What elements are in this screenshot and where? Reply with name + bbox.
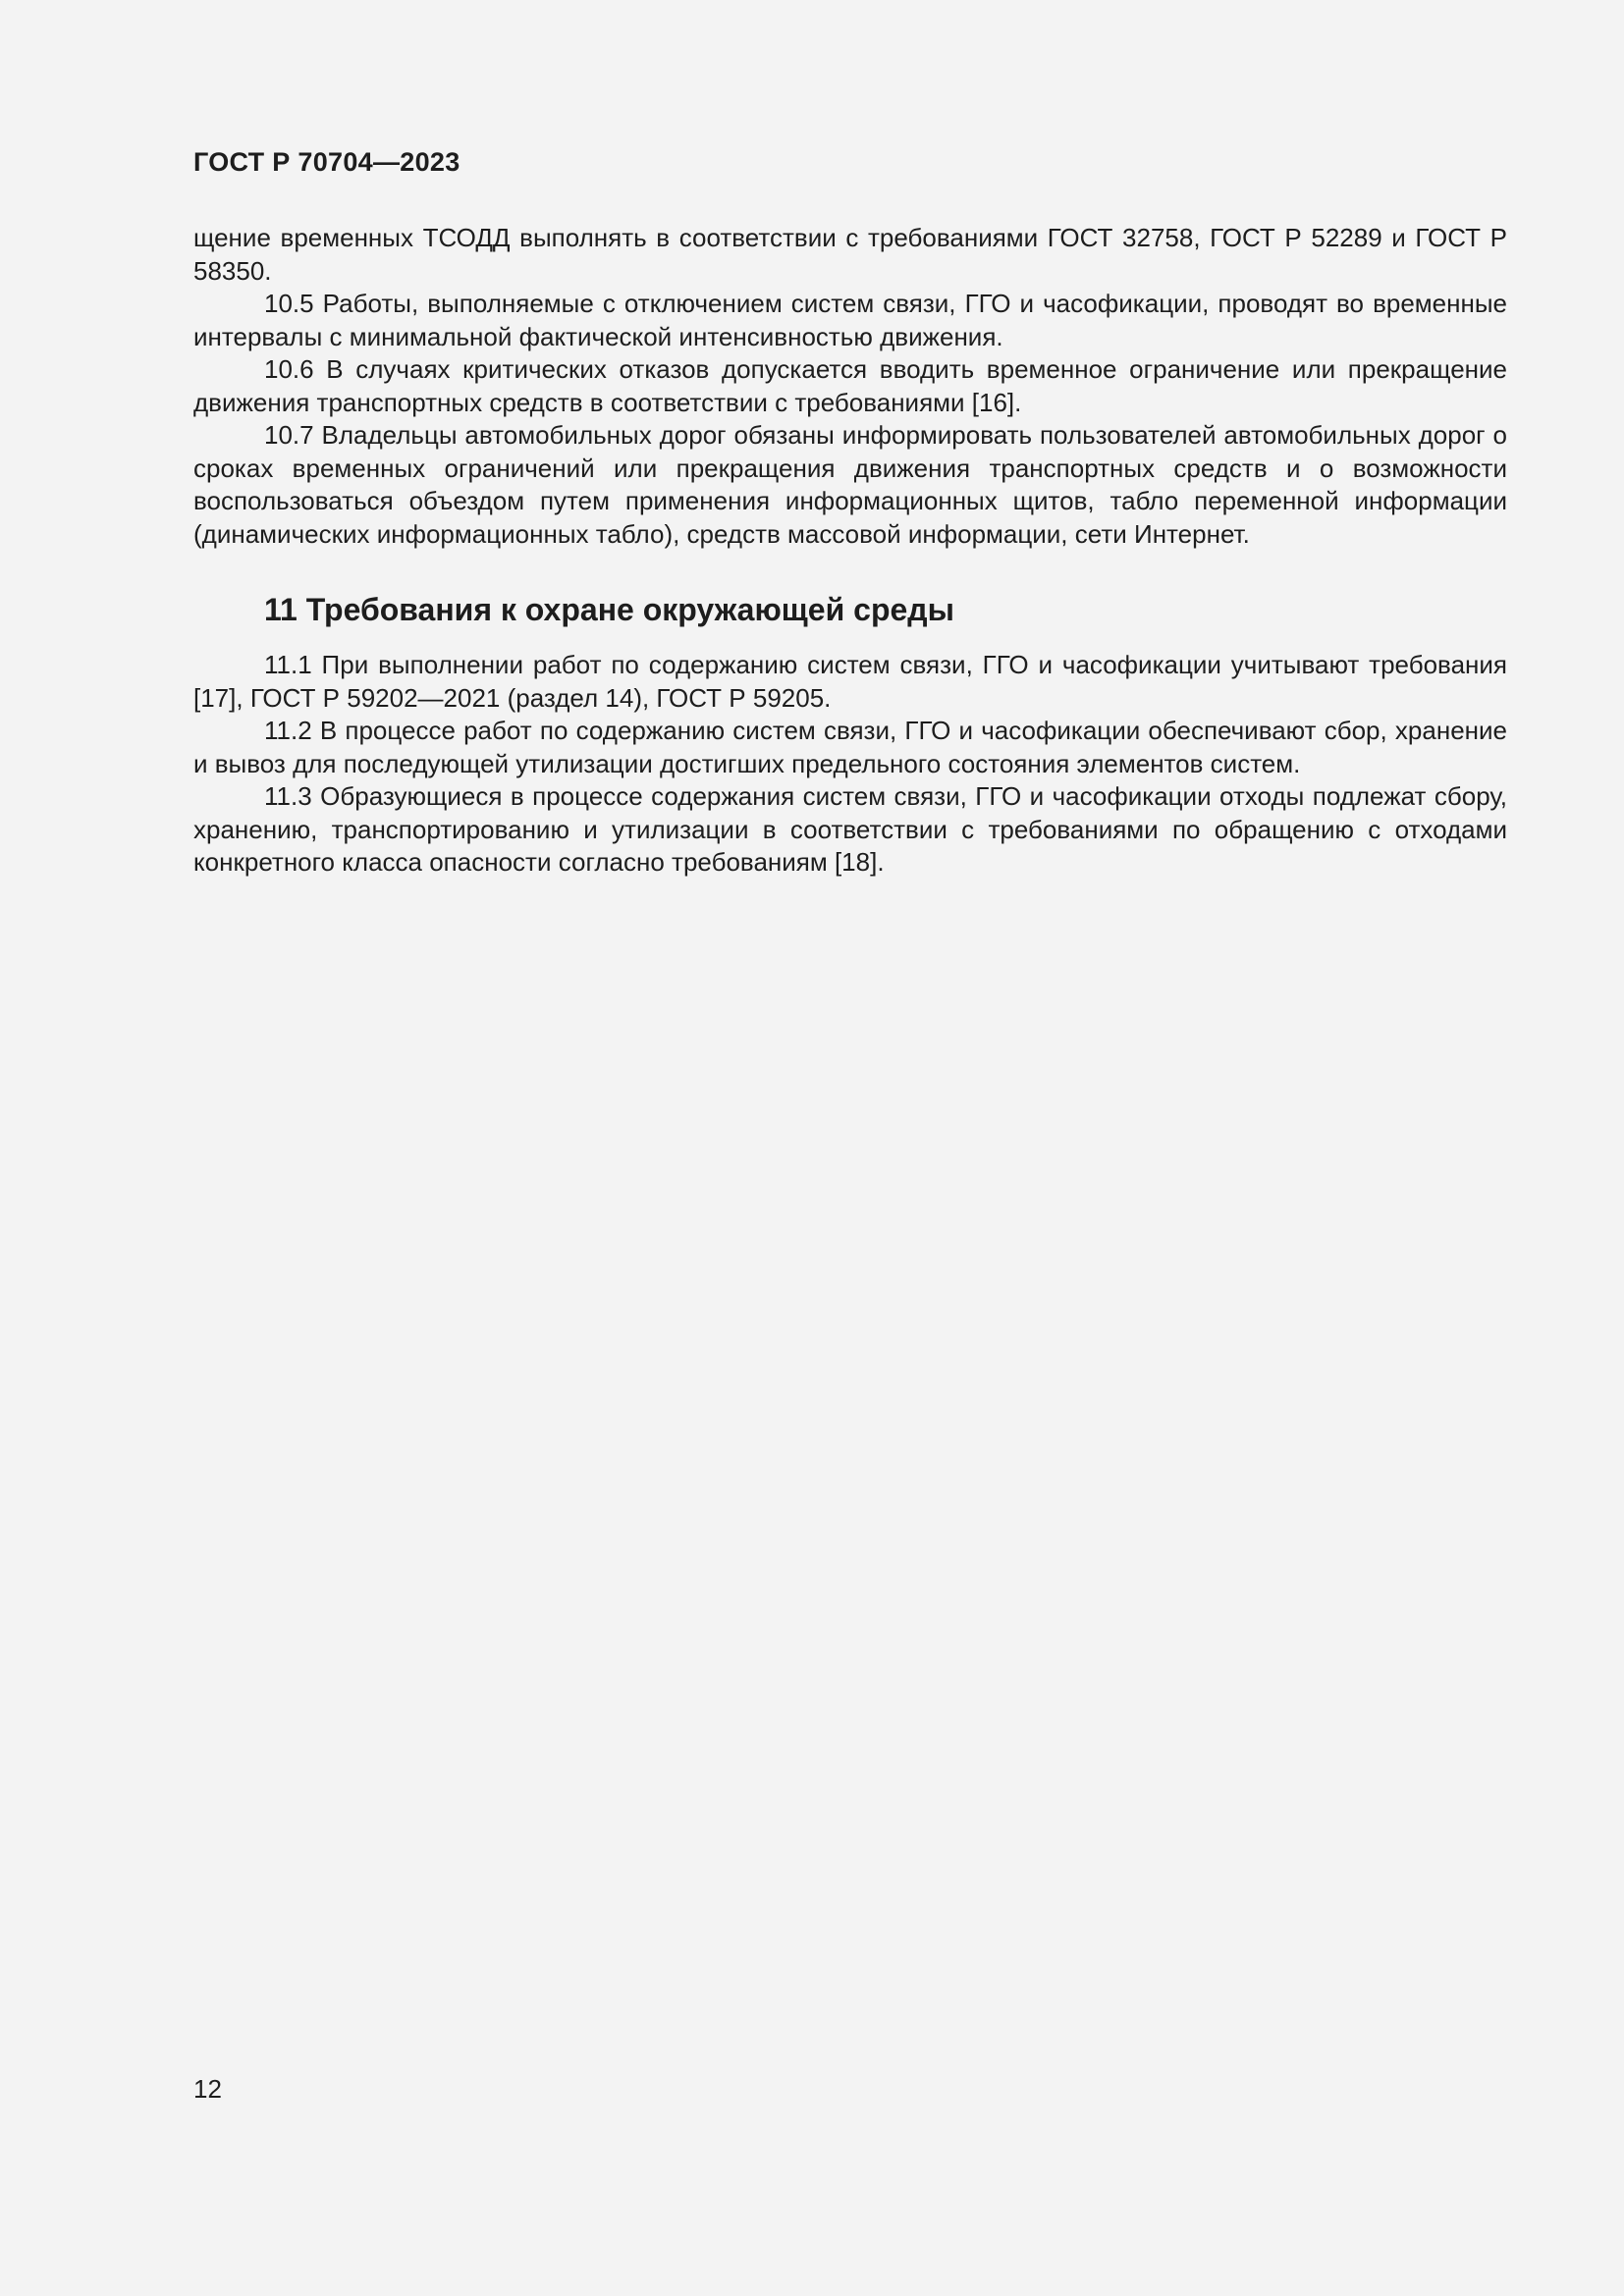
paragraph-11-3: 11.3 Образующиеся в процессе содержания систем связи, ГГО и часофикации отходы подлежат сбору, хранению, транспортированию и утилизации в соответствии с требованиями по обращению с отходами конкретного класса опасности согласно требованиям [18].: [193, 781, 1507, 877]
paragraph-10-7: 10.7 Владельцы автомобильных дорог обязаны информировать пользователей автомобильных дорог о сроках временных ограничений или прекращения движения транспортных средств и о возможности воспользоваться объездом путем применения информационных щитов, табло переменной информации (динамических информационных табло), средств массовой информации, сети Интернет.: [193, 420, 1507, 549]
paragraph-10-6: 10.6 В случаях критических отказов допускается вводить временное ограничение или прекращение движения транспортных средств в соответствии с требованиями [16].: [193, 354, 1507, 417]
section-heading: 11 Требования к охране окружающей среды: [264, 592, 954, 627]
document-code: ГОСТ Р 70704—2023: [193, 147, 460, 177]
paragraph-continuation: щение временных ТСОДД выполнять в соответствии с требованиями ГОСТ 32758, ГОСТ Р 52289 и ГОСТ Р 58350.: [193, 223, 1507, 286]
paragraph-11-1: 11.1 При выполнении работ по содержанию систем связи, ГГО и часофикации учитывают требования [17], ГОСТ Р 59202—2021 (раздел 14), ГОСТ Р 59205.: [193, 650, 1507, 713]
paragraph-10-5: 10.5 Работы, выполняемые с отключением систем связи, ГГО и часофикации, проводят во временные интервалы с минимальной фактической интенсивностью движения.: [193, 289, 1507, 351]
page-number: 12: [193, 2074, 222, 2104]
paragraph-11-2: 11.2 В процессе работ по содержанию систем связи, ГГО и часофикации обеспечивают сбор, хранение и вывоз для последующей утилизации достигших предельного состояния элементов систем.: [193, 716, 1507, 778]
document-body: [193, 222, 1507, 880]
